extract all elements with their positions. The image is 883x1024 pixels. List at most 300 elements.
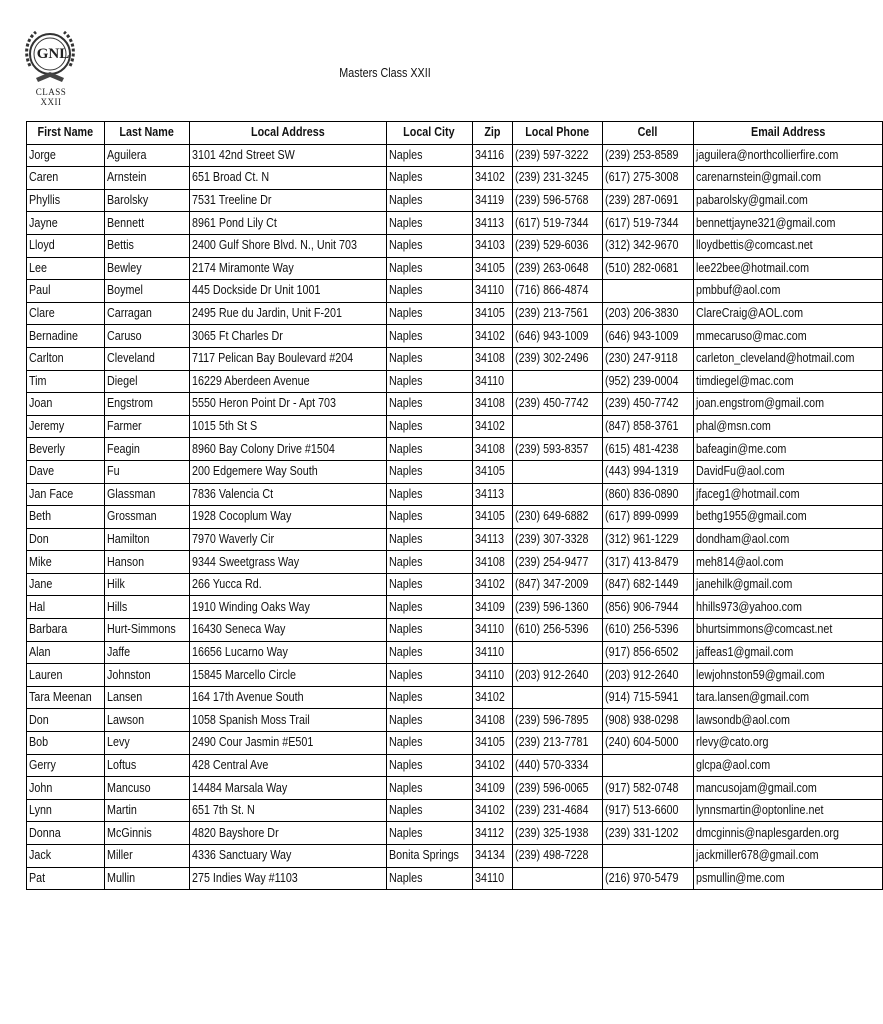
cell-local-city: Naples: [386, 664, 472, 687]
cell-local-city: Naples: [386, 709, 472, 732]
cell-cell: (952) 239-0004: [603, 370, 693, 393]
cell-first-name: Pat: [27, 867, 105, 890]
cell-cell: (917) 856-6502: [603, 641, 693, 664]
cell-zip: 34102: [472, 754, 512, 777]
logo-caption: CLASS XXII: [35, 87, 67, 107]
cell-first-name: Jeremy: [27, 415, 105, 438]
cell-local-city: Naples: [386, 732, 472, 755]
cell-zip: 34116: [472, 144, 512, 167]
cell-email-address: psmullin@me.com: [693, 867, 882, 890]
cell-zip: 34102: [472, 415, 512, 438]
cell-local-phone: (230) 649-6882: [512, 506, 602, 529]
cell-last-name: Martin: [104, 799, 189, 822]
cell-first-name: Don: [27, 709, 105, 732]
cell-cell: (847) 682-1449: [603, 573, 693, 596]
cell-first-name: Joan: [27, 393, 105, 416]
column-header-zip: Zip: [472, 122, 512, 145]
cell-last-name: Bewley: [104, 257, 189, 280]
table-row: [27, 167, 883, 190]
cell-local-phone: (646) 943-1009: [512, 325, 602, 348]
cell-local-city: Naples: [386, 799, 472, 822]
cell-cell: (610) 256-5396: [603, 619, 693, 642]
cell-zip: 34134: [472, 845, 512, 868]
cell-last-name: Farmer: [104, 415, 189, 438]
cell-local-phone: (239) 597-3222: [512, 144, 602, 167]
cell-first-name: Tim: [27, 370, 105, 393]
cell-first-name: Mike: [27, 551, 105, 574]
cell-local-phone: [512, 867, 602, 890]
table-row: [27, 867, 883, 890]
cell-cell: (615) 481-4238: [603, 438, 693, 461]
table-row: [27, 845, 883, 868]
cell-email-address: bennettjayne321@gmail.com: [693, 212, 882, 235]
cell-local-phone: (239) 450-7742: [512, 393, 602, 416]
cell-first-name: Alan: [27, 641, 105, 664]
cell-first-name: Gerry: [27, 754, 105, 777]
cell-local-address: 2174 Miramonte Way: [189, 257, 386, 280]
cell-local-city: Naples: [386, 754, 472, 777]
cell-last-name: Caruso: [104, 325, 189, 348]
cell-local-city: Naples: [386, 347, 472, 370]
table-row: [27, 506, 883, 529]
cell-email-address: dondham@aol.com: [693, 528, 882, 551]
cell-local-city: Naples: [386, 415, 472, 438]
cell-last-name: Hamilton: [104, 528, 189, 551]
cell-local-phone: [512, 415, 602, 438]
cell-local-address: 2490 Cour Jasmin #E501: [189, 732, 386, 755]
cell-cell: (856) 906-7944: [603, 596, 693, 619]
cell-cell: (917) 513-6600: [603, 799, 693, 822]
cell-last-name: Levy: [104, 732, 189, 755]
cell-email-address: lee22bee@hotmail.com: [693, 257, 882, 280]
cell-cell: (240) 604-5000: [603, 732, 693, 755]
cell-local-address: 16430 Seneca Way: [189, 619, 386, 642]
cell-email-address: dmcginnis@naplesgarden.org: [693, 822, 882, 845]
cell-local-address: 9344 Sweetgrass Way: [189, 551, 386, 574]
cell-cell: (443) 994-1319: [603, 460, 693, 483]
cell-zip: 34110: [472, 664, 512, 687]
cell-last-name: Arnstein: [104, 167, 189, 190]
cell-local-address: 7117 Pelican Bay Boulevard #204: [189, 347, 386, 370]
cell-cell: (860) 836-0890: [603, 483, 693, 506]
cell-first-name: Lauren: [27, 664, 105, 687]
cell-local-city: Naples: [386, 280, 472, 303]
cell-cell: [603, 280, 693, 303]
table-row: [27, 528, 883, 551]
table-row: [27, 415, 883, 438]
cell-last-name: Bennett: [104, 212, 189, 235]
cell-cell: (203) 912-2640: [603, 664, 693, 687]
cell-zip: 34110: [472, 619, 512, 642]
cell-email-address: carleton_cleveland@hotmail.com: [693, 347, 882, 370]
cell-local-city: Naples: [386, 393, 472, 416]
cell-local-address: 8960 Bay Colony Drive #1504: [189, 438, 386, 461]
cell-first-name: Bernadine: [27, 325, 105, 348]
cell-last-name: Mancuso: [104, 777, 189, 800]
cell-local-phone: (610) 256-5396: [512, 619, 602, 642]
cell-first-name: Beth: [27, 506, 105, 529]
cell-last-name: Miller: [104, 845, 189, 868]
cell-local-address: 4820 Bayshore Dr: [189, 822, 386, 845]
cell-local-city: Naples: [386, 686, 472, 709]
cell-local-phone: (239) 498-7228: [512, 845, 602, 868]
cell-local-phone: (239) 529-6036: [512, 234, 602, 257]
cell-email-address: bhurtsimmons@comcast.net: [693, 619, 882, 642]
cell-first-name: Barbara: [27, 619, 105, 642]
cell-local-address: 200 Edgemere Way South: [189, 460, 386, 483]
cell-local-city: Naples: [386, 641, 472, 664]
table-row: [27, 596, 883, 619]
cell-email-address: janehilk@gmail.com: [693, 573, 882, 596]
cell-zip: 34102: [472, 167, 512, 190]
cell-email-address: pmbbuf@aol.com: [693, 280, 882, 303]
table-header-row: [27, 122, 883, 145]
cell-zip: 34105: [472, 460, 512, 483]
cell-last-name: Feagin: [104, 438, 189, 461]
table-row: [27, 709, 883, 732]
cell-last-name: Loftus: [104, 754, 189, 777]
cell-email-address: jaguilera@northcollierfire.com: [693, 144, 882, 167]
cell-first-name: Paul: [27, 280, 105, 303]
cell-email-address: pabarolsky@gmail.com: [693, 189, 882, 212]
cell-cell: (510) 282-0681: [603, 257, 693, 280]
cell-first-name: Carlton: [27, 347, 105, 370]
table-row: [27, 551, 883, 574]
cell-local-address: 7531 Treeline Dr: [189, 189, 386, 212]
cell-cell: (917) 582-0748: [603, 777, 693, 800]
cell-first-name: Lee: [27, 257, 105, 280]
cell-local-city: Naples: [386, 234, 472, 257]
cell-first-name: Don: [27, 528, 105, 551]
cell-email-address: rlevy@cato.org: [693, 732, 882, 755]
cell-email-address: lloydbettis@comcast.net: [693, 234, 882, 257]
cell-email-address: bafeagin@me.com: [693, 438, 882, 461]
logo-monogram: [33, 42, 73, 62]
cell-local-city: Naples: [386, 573, 472, 596]
cell-local-city: Naples: [386, 257, 472, 280]
cell-cell: (617) 899-0999: [603, 506, 693, 529]
cell-last-name: Hilk: [104, 573, 189, 596]
cell-first-name: Jayne: [27, 212, 105, 235]
cell-first-name: Lloyd: [27, 234, 105, 257]
table-row: [27, 189, 883, 212]
cell-cell: (914) 715-5941: [603, 686, 693, 709]
document-title: Masters Class XXII: [339, 66, 431, 80]
cell-local-phone: [512, 460, 602, 483]
cell-cell: [603, 845, 693, 868]
cell-local-address: 3101 42nd Street SW: [189, 144, 386, 167]
cell-local-city: Naples: [386, 325, 472, 348]
table-row: [27, 144, 883, 167]
cell-zip: 34105: [472, 506, 512, 529]
cell-cell: (317) 413-8479: [603, 551, 693, 574]
cell-first-name: Bob: [27, 732, 105, 755]
cell-local-city: Naples: [386, 619, 472, 642]
cell-local-phone: (239) 213-7561: [512, 302, 602, 325]
cell-local-phone: (239) 213-7781: [512, 732, 602, 755]
cell-last-name: Hurt-Simmons: [104, 619, 189, 642]
cell-last-name: Johnston: [104, 664, 189, 687]
cell-local-address: 651 7th St. N: [189, 799, 386, 822]
cell-local-city: Naples: [386, 506, 472, 529]
cell-local-address: 1910 Winding Oaks Way: [189, 596, 386, 619]
cell-last-name: Barolsky: [104, 189, 189, 212]
cell-local-city: Naples: [386, 370, 472, 393]
cell-local-address: 3065 Ft Charles Dr: [189, 325, 386, 348]
cell-local-phone: (716) 866-4874: [512, 280, 602, 303]
cell-local-address: 4336 Sanctuary Way: [189, 845, 386, 868]
column-header-cell: Cell: [603, 122, 693, 145]
cell-zip: 34105: [472, 302, 512, 325]
cell-local-address: 7836 Valencia Ct: [189, 483, 386, 506]
table-row: [27, 257, 883, 280]
table-row: [27, 393, 883, 416]
cell-zip: 34112: [472, 822, 512, 845]
cell-first-name: Caren: [27, 167, 105, 190]
cell-local-city: Naples: [386, 483, 472, 506]
cell-zip: 34109: [472, 596, 512, 619]
cell-local-address: 1058 Spanish Moss Trail: [189, 709, 386, 732]
cell-first-name: Lynn: [27, 799, 105, 822]
cell-zip: 34102: [472, 686, 512, 709]
cell-last-name: Hills: [104, 596, 189, 619]
cell-cell: (203) 206-3830: [603, 302, 693, 325]
cell-local-city: Naples: [386, 822, 472, 845]
cell-local-phone: (440) 570-3334: [512, 754, 602, 777]
cell-email-address: phal@msn.com: [693, 415, 882, 438]
cell-local-phone: (239) 263-0648: [512, 257, 602, 280]
table-row: [27, 822, 883, 845]
cell-zip: 34110: [472, 280, 512, 303]
cell-local-address: 8961 Pond Lily Ct: [189, 212, 386, 235]
cell-zip: 34102: [472, 325, 512, 348]
cell-zip: 34110: [472, 641, 512, 664]
cell-local-city: Naples: [386, 528, 472, 551]
cell-last-name: Bettis: [104, 234, 189, 257]
cell-zip: 34113: [472, 528, 512, 551]
cell-cell: (230) 247-9118: [603, 347, 693, 370]
cell-last-name: Engstrom: [104, 393, 189, 416]
cell-email-address: lawsondb@aol.com: [693, 709, 882, 732]
cell-local-phone: (239) 302-2496: [512, 347, 602, 370]
cell-zip: 34105: [472, 732, 512, 755]
table-row: [27, 370, 883, 393]
table-row: [27, 483, 883, 506]
cell-local-city: Naples: [386, 302, 472, 325]
cell-zip: 34105: [472, 257, 512, 280]
cell-local-phone: (203) 912-2640: [512, 664, 602, 687]
table-row: [27, 212, 883, 235]
cell-local-city: Naples: [386, 460, 472, 483]
cell-local-address: 651 Broad Ct. N: [189, 167, 386, 190]
cell-local-address: 1015 5th St S: [189, 415, 386, 438]
table-row: [27, 619, 883, 642]
cell-local-city: Naples: [386, 212, 472, 235]
cell-local-city: Naples: [386, 144, 472, 167]
cell-zip: 34108: [472, 347, 512, 370]
cell-local-address: 164 17th Avenue South: [189, 686, 386, 709]
cell-email-address: DavidFu@aol.com: [693, 460, 882, 483]
cell-local-phone: (239) 307-3328: [512, 528, 602, 551]
table-row: [27, 234, 883, 257]
column-header-email-address: Email Address: [693, 122, 882, 145]
cell-first-name: Tara Meenan: [27, 686, 105, 709]
cell-local-address: 445 Dockside Dr Unit 1001: [189, 280, 386, 303]
cell-first-name: Jane: [27, 573, 105, 596]
cell-local-address: 7970 Waverly Cir: [189, 528, 386, 551]
cell-email-address: jfaceg1@hotmail.com: [693, 483, 882, 506]
table-row: [27, 754, 883, 777]
cell-last-name: Grossman: [104, 506, 189, 529]
cell-local-phone: (239) 596-7895: [512, 709, 602, 732]
cell-zip: 34113: [472, 212, 512, 235]
cell-zip: 34109: [472, 777, 512, 800]
cell-zip: 34108: [472, 393, 512, 416]
cell-first-name: Clare: [27, 302, 105, 325]
cell-email-address: mmecaruso@mac.com: [693, 325, 882, 348]
cell-last-name: Mullin: [104, 867, 189, 890]
cell-local-phone: [512, 483, 602, 506]
cell-zip: 34110: [472, 370, 512, 393]
cell-email-address: ClareCraig@AOL.com: [693, 302, 882, 325]
cell-first-name: Jack: [27, 845, 105, 868]
cell-zip: 34102: [472, 799, 512, 822]
cell-local-city: Naples: [386, 867, 472, 890]
column-header-last-name: Last Name: [104, 122, 189, 145]
cell-first-name: Dave: [27, 460, 105, 483]
cell-zip: 34102: [472, 573, 512, 596]
cell-zip: 34119: [472, 189, 512, 212]
cell-email-address: jackmiller678@gmail.com: [693, 845, 882, 868]
cell-local-address: 428 Central Ave: [189, 754, 386, 777]
cell-zip: 34103: [472, 234, 512, 257]
cell-email-address: jaffeas1@gmail.com: [693, 641, 882, 664]
table-row: [27, 325, 883, 348]
cell-last-name: McGinnis: [104, 822, 189, 845]
cell-last-name: Lansen: [104, 686, 189, 709]
svg-text:GNL: GNL: [36, 46, 70, 62]
cell-local-city: Naples: [386, 189, 472, 212]
cell-cell: (847) 858-3761: [603, 415, 693, 438]
cell-local-address: 2400 Gulf Shore Blvd. N., Unit 703: [189, 234, 386, 257]
cell-cell: (239) 331-1202: [603, 822, 693, 845]
cell-email-address: glcpa@aol.com: [693, 754, 882, 777]
cell-local-address: 275 Indies Way #1103: [189, 867, 386, 890]
cell-local-city: Naples: [386, 167, 472, 190]
table-row: [27, 438, 883, 461]
cell-last-name: Aguilera: [104, 144, 189, 167]
cell-local-phone: (239) 254-9477: [512, 551, 602, 574]
table-row: [27, 686, 883, 709]
cell-first-name: Jan Face: [27, 483, 105, 506]
cell-cell: (312) 961-1229: [603, 528, 693, 551]
cell-local-address: 16229 Aberdeen Avenue: [189, 370, 386, 393]
column-header-first-name: First Name: [27, 122, 105, 145]
cell-local-phone: (239) 325-1938: [512, 822, 602, 845]
column-header-local-phone: Local Phone: [512, 122, 602, 145]
cell-cell: (617) 519-7344: [603, 212, 693, 235]
cell-cell: (239) 253-8589: [603, 144, 693, 167]
cell-local-phone: [512, 641, 602, 664]
cell-local-city: Bonita Springs: [386, 845, 472, 868]
cell-email-address: joan.engstrom@gmail.com: [693, 393, 882, 416]
cell-email-address: lewjohnston59@gmail.com: [693, 664, 882, 687]
cell-local-phone: (239) 231-4684: [512, 799, 602, 822]
cell-email-address: timdiegel@mac.com: [693, 370, 882, 393]
cell-local-address: 14484 Marsala Way: [189, 777, 386, 800]
cell-first-name: Phyllis: [27, 189, 105, 212]
cell-local-city: Naples: [386, 438, 472, 461]
cell-last-name: Hanson: [104, 551, 189, 574]
cell-cell: (216) 970-5479: [603, 867, 693, 890]
cell-zip: 34113: [472, 483, 512, 506]
table-row: [27, 777, 883, 800]
table-row: [27, 302, 883, 325]
cell-local-city: Naples: [386, 596, 472, 619]
cell-cell: (617) 275-3008: [603, 167, 693, 190]
cell-email-address: mancusojam@gmail.com: [693, 777, 882, 800]
table-row: [27, 799, 883, 822]
cell-local-city: Naples: [386, 551, 472, 574]
cell-first-name: Beverly: [27, 438, 105, 461]
roster-table: [26, 121, 883, 890]
cell-first-name: John: [27, 777, 105, 800]
cell-last-name: Cleveland: [104, 347, 189, 370]
cell-zip: 34108: [472, 438, 512, 461]
cell-cell: (239) 287-0691: [603, 189, 693, 212]
cell-first-name: Jorge: [27, 144, 105, 167]
cell-first-name: Hal: [27, 596, 105, 619]
cell-zip: 34108: [472, 709, 512, 732]
cell-last-name: Fu: [104, 460, 189, 483]
cell-local-city: Naples: [386, 777, 472, 800]
cell-local-address: 2495 Rue du Jardin, Unit F-201: [189, 302, 386, 325]
cell-email-address: bethg1955@gmail.com: [693, 506, 882, 529]
cell-last-name: Jaffe: [104, 641, 189, 664]
cell-cell: (646) 943-1009: [603, 325, 693, 348]
cell-cell: [603, 754, 693, 777]
table-row: [27, 347, 883, 370]
cell-cell: (239) 450-7742: [603, 393, 693, 416]
cell-last-name: Lawson: [104, 709, 189, 732]
cell-local-phone: [512, 370, 602, 393]
cell-email-address: tara.lansen@gmail.com: [693, 686, 882, 709]
cell-local-address: 1928 Cocoplum Way: [189, 506, 386, 529]
cell-local-phone: (239) 593-8357: [512, 438, 602, 461]
cell-local-phone: (239) 596-5768: [512, 189, 602, 212]
table-row: [27, 460, 883, 483]
cell-local-phone: (847) 347-2009: [512, 573, 602, 596]
cell-email-address: carenarnstein@gmail.com: [693, 167, 882, 190]
table-row: [27, 573, 883, 596]
cell-last-name: Diegel: [104, 370, 189, 393]
cell-email-address: lynnsmartin@optonline.net: [693, 799, 882, 822]
cell-email-address: hhills973@yahoo.com: [693, 596, 882, 619]
cell-local-address: 266 Yucca Rd.: [189, 573, 386, 596]
table-row: [27, 664, 883, 687]
table-row: [27, 732, 883, 755]
cell-zip: 34108: [472, 551, 512, 574]
cell-cell: (908) 938-0298: [603, 709, 693, 732]
cell-email-address: meh814@aol.com: [693, 551, 882, 574]
column-header-local-city: Local City: [386, 122, 472, 145]
cell-local-phone: [512, 686, 602, 709]
cell-local-phone: (239) 596-1360: [512, 596, 602, 619]
cell-local-phone: (239) 596-0065: [512, 777, 602, 800]
cell-cell: (312) 342-9670: [603, 234, 693, 257]
cell-last-name: Boymel: [104, 280, 189, 303]
cell-last-name: Glassman: [104, 483, 189, 506]
